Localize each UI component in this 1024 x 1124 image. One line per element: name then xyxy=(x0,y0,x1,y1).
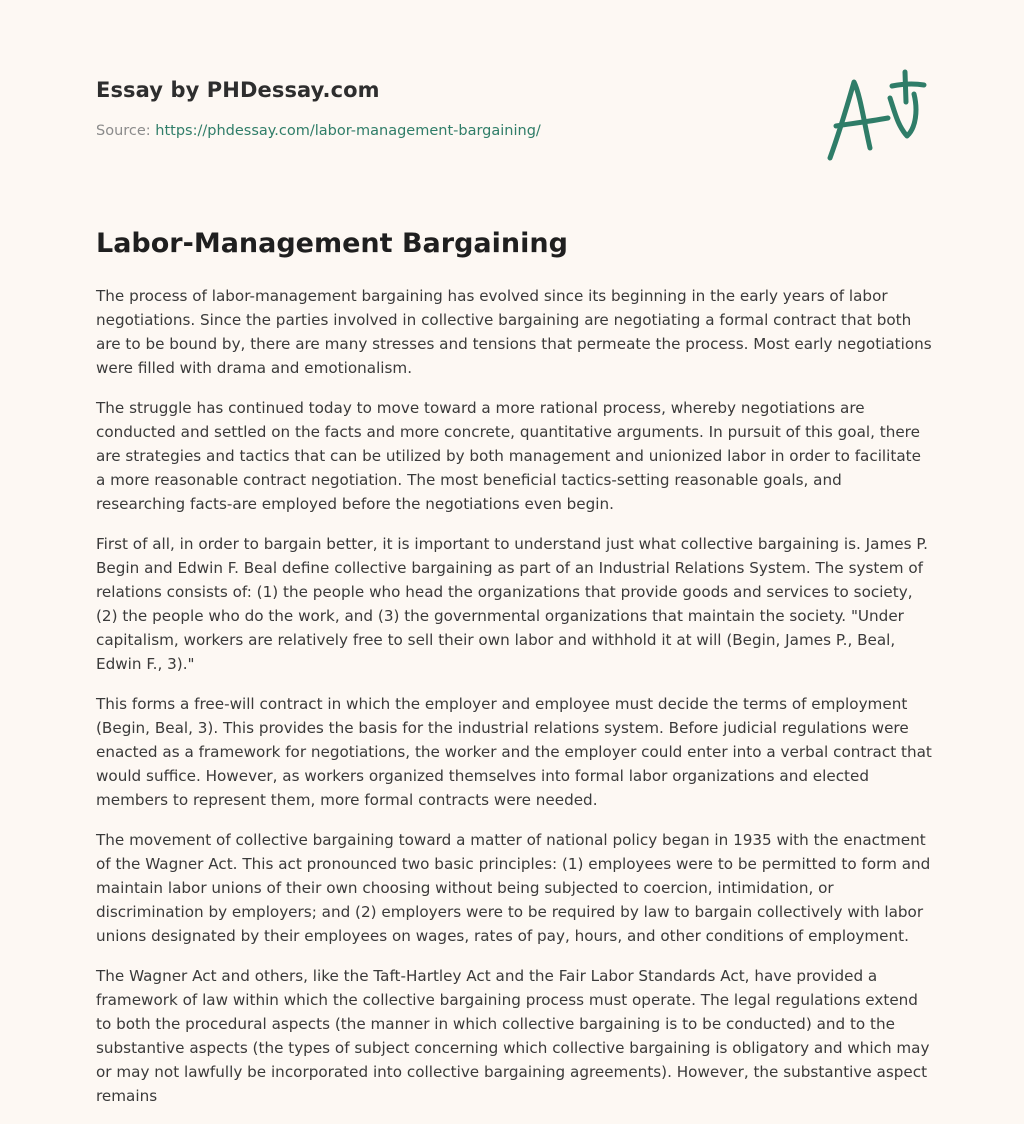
article-title: Labor-Management Bargaining xyxy=(96,228,568,259)
site-header xyxy=(96,76,816,141)
paragraph-4: This forms a free-will contract in which the employer and employee must decide the terms of employment (Begin, Beal, 3). This provides the basis for the industrial relations system. Before judicial regulations were enacted as a framework for negotiations, the worker and the employer could enter into a verbal contract that would suffice. However, as workers organized themselves into formal labor organizations and elected members to represent them, more formal contracts were needed. xyxy=(96,695,932,809)
brand-title: Essay by PHDessay.com xyxy=(96,78,380,102)
paragraph-5: The movement of collective bargaining toward a matter of national policy began in 1935 with the enactment of the Wagner Act. This act pronounced two basic principles: (1) employees were to be permitted to form and maintain labor unions of their own choosing without being subjected to coercion, intimidation, or discrimination by employers; and (2) employers were to be required by law to bargain collectively with labor unions designated by their employees on wages, rates of pay, hours, and other conditions of employment. xyxy=(96,831,931,945)
paragraph-3: First of all, in order to bargain better, it is important to understand just what collective bargaining is. James P. Begin and Edwin F. Beal define collective bargaining as part of an Industrial Relations System. The system of relations consists of: (1) the people who head the organizations that provide goods and services to society, (2) the people who do the work, and (3) the governmental organizations that maintain the society. "Under capitalism, workers are relatively free to sell their own labor and withhold it at will (Begin, James P., Beal, Edwin F., 3)." xyxy=(96,535,928,673)
paragraph-1: The process of labor-management bargaining has evolved since its beginning in the early years of labor negotiations. Since the parties involved in collective bargaining are negotiating a formal contract that both are to be bound by, there are many stresses and tensions that permeate the process. Most early negotiations were filled with drama and emotionalism. xyxy=(96,287,932,377)
a-plus-logo xyxy=(818,64,930,168)
source-link[interactable]: https://phdessay.com/labor-management-bargaining/ xyxy=(155,123,541,139)
source-label: Source: xyxy=(96,123,156,139)
a-plus-logo-icon xyxy=(818,64,930,168)
article-body xyxy=(96,284,934,1124)
paragraph-6: The Wagner Act and others, like the Taft-Hartley Act and the Fair Labor Standards Act, have provided a framework of law within which the collective bargaining process must operate. The legal regulations extend to both the procedural aspects (the manner in which collective bargaining is to be conducted) and to the substantive aspects (the types of subject concerning which collective bargaining is obligatory and which may or may not lawfully be incorporated into collective bargaining agreements). However, the substantive aspect remains xyxy=(96,967,930,1105)
paragraph-2: The struggle has continued today to move toward a more rational process, whereby negotiations are conducted and settled on the facts and more concrete, quantitative arguments. In pursuit of this goal, there are strategies and tactics that can be utilized by both management and unionized labor in order to facilitate a more reasonable contract negotiation. The most beneficial tactics-setting reasonable goals, and researching facts-are employed before the negotiations even begin. xyxy=(96,399,921,513)
source-line xyxy=(96,121,816,141)
